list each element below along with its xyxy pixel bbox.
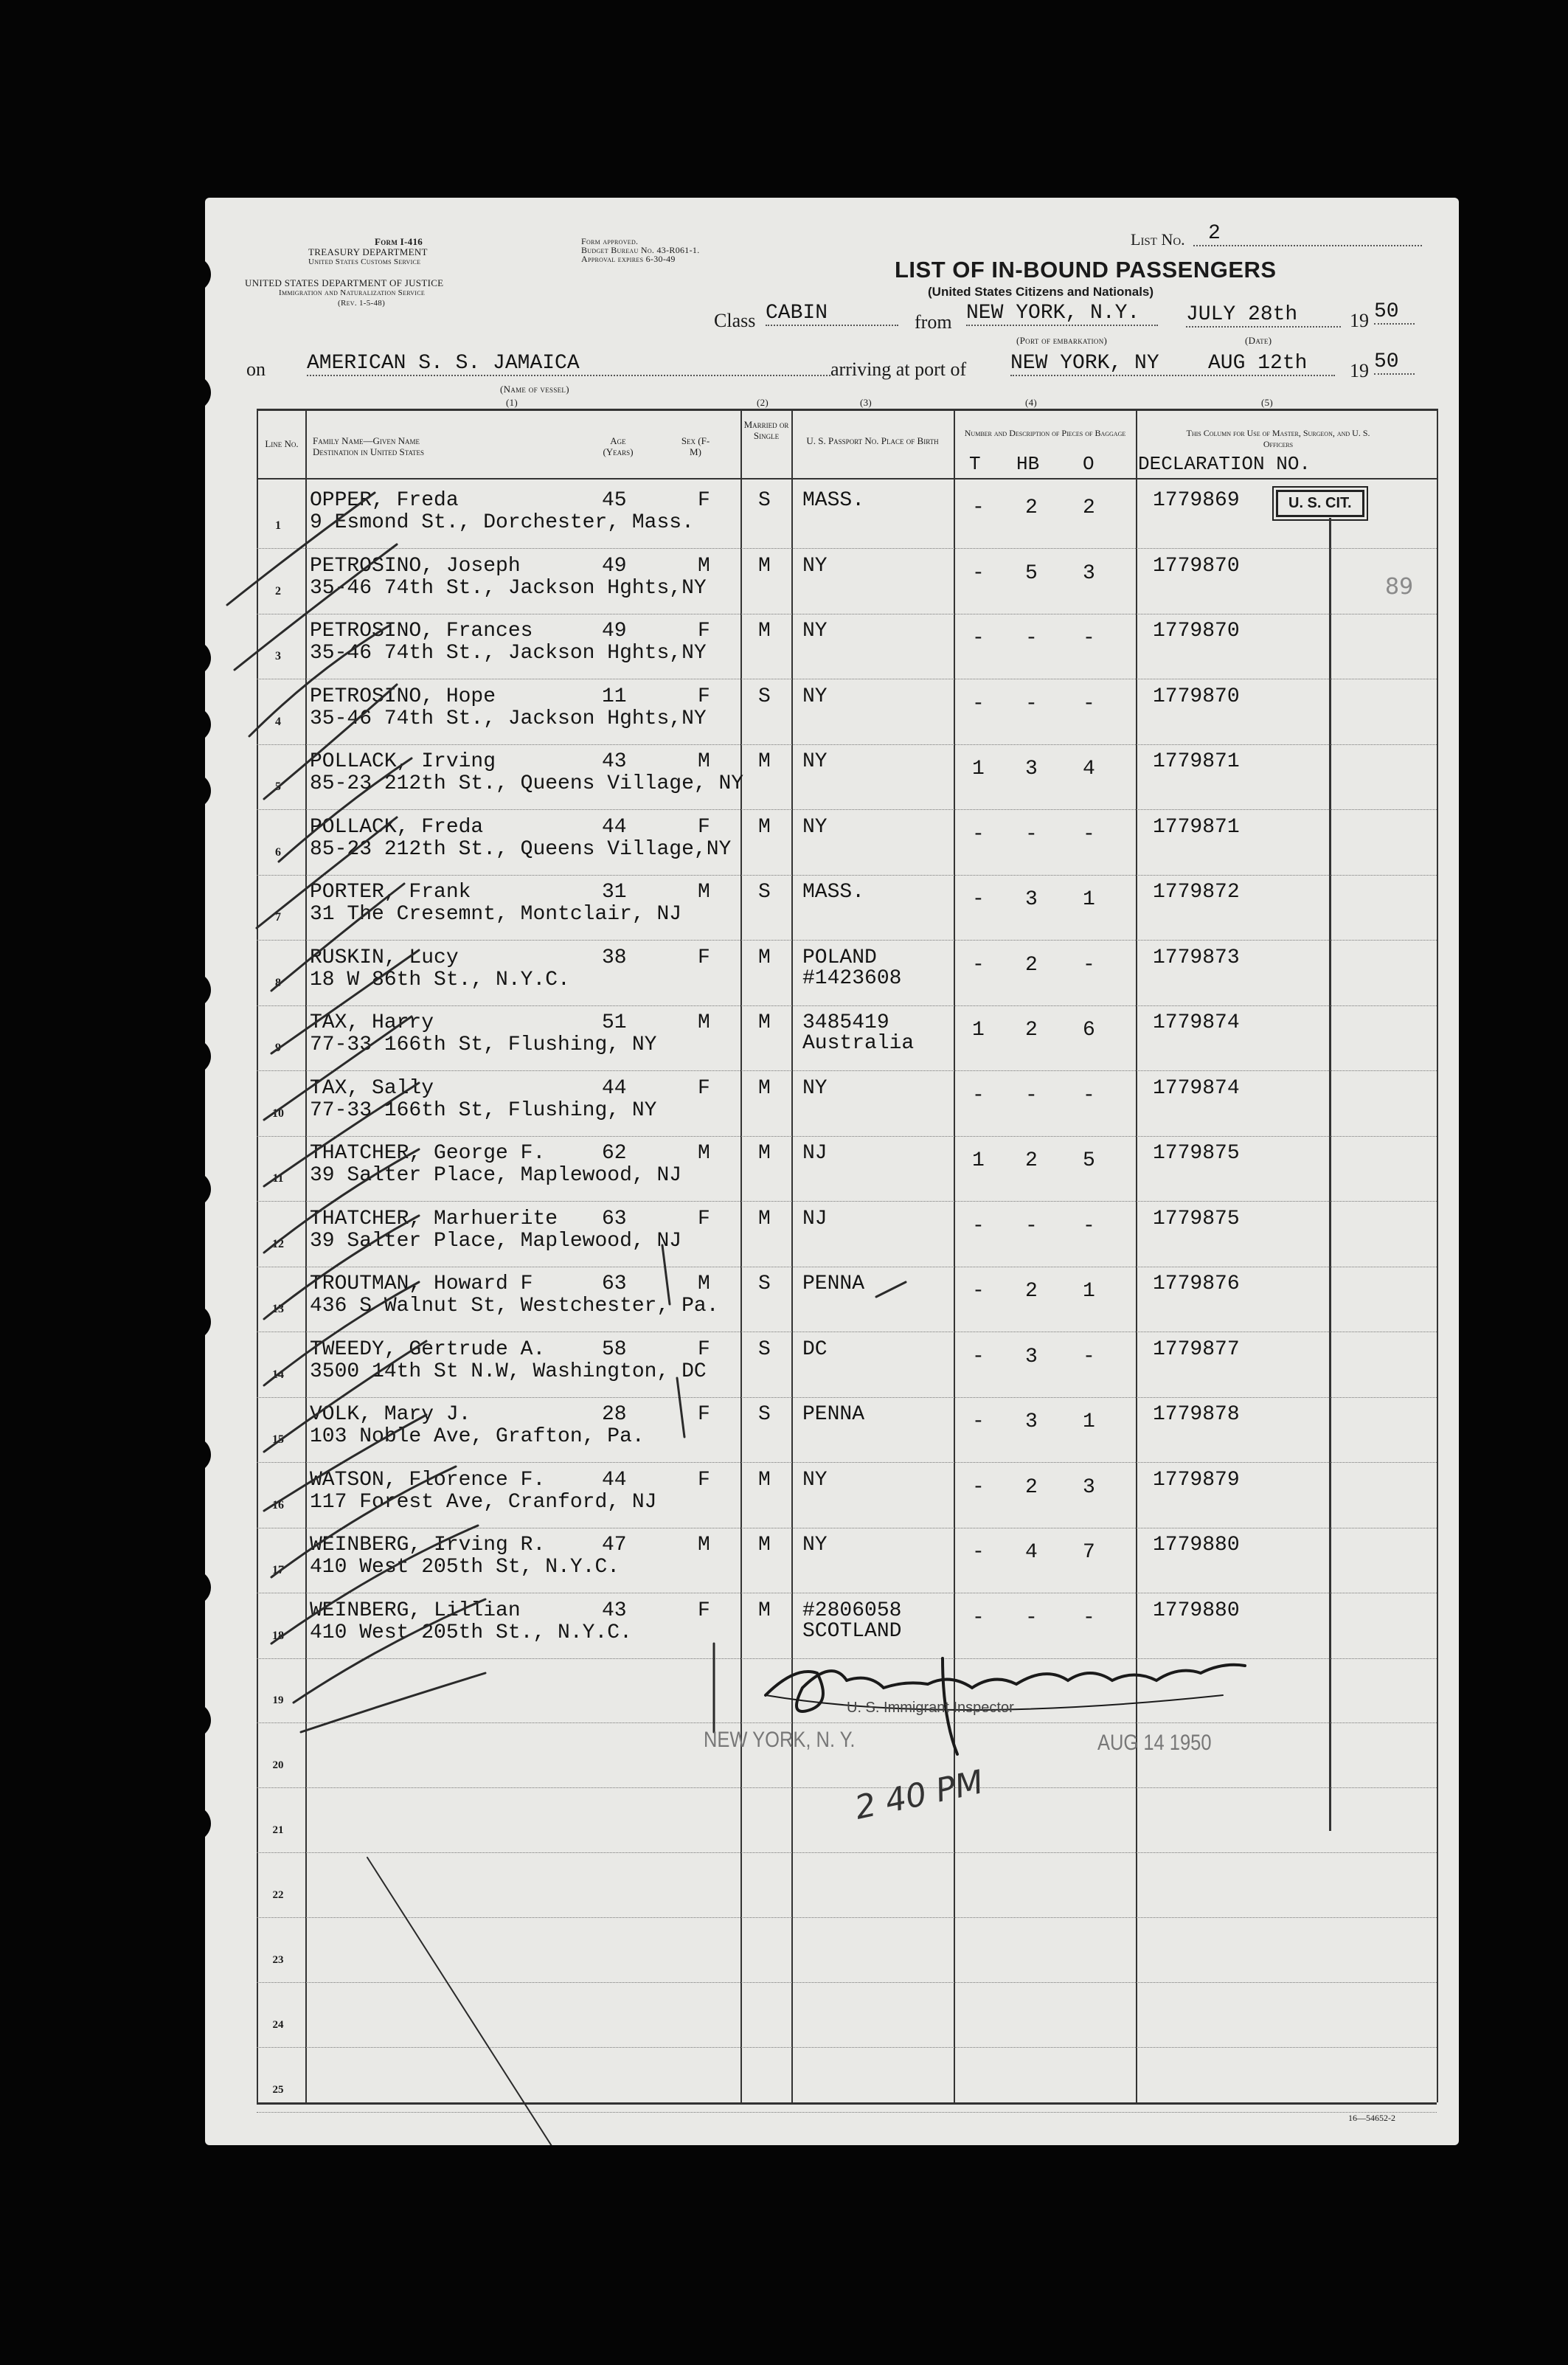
passenger-passport: SCOTLAND	[802, 1620, 902, 1643]
declaration-number: 1779875	[1153, 1208, 1240, 1230]
declaration-number: 1779876	[1153, 1272, 1240, 1295]
passenger-birthplace: NY	[802, 555, 828, 578]
passenger-age: 11	[602, 685, 627, 708]
passenger-marital-status: S	[758, 1338, 771, 1361]
arrival-date: AUG 12th	[1208, 352, 1308, 375]
check-mark	[264, 1341, 426, 1452]
stamp-time: 2 40 PM	[851, 1763, 987, 1827]
passenger-name: POLLACK, Irving	[310, 750, 496, 773]
from-port: NEW YORK, N.Y.	[966, 302, 1158, 326]
baggage-other: 6	[1083, 1019, 1095, 1042]
check-mark	[264, 1149, 419, 1253]
passenger-sex: F	[698, 1338, 710, 1361]
passenger-birthplace: MASS.	[802, 489, 865, 512]
baggage-hand-bags: -	[1025, 627, 1038, 650]
passenger-destination: 31 The Cresemnt, Montclair, NJ	[310, 903, 682, 926]
stamp-place: NEW YORK, N. Y.	[704, 1728, 856, 1752]
passenger-destination: 9 Esmond St., Dorchester, Mass.	[310, 511, 694, 534]
passenger-age: 63	[602, 1208, 627, 1230]
header-name: Family Name—Given Name	[313, 435, 420, 446]
check-mark	[279, 758, 412, 862]
passenger-passport: Australia	[802, 1032, 915, 1055]
passenger-name: WATSON, Florence F.	[310, 1469, 546, 1492]
passenger-age: 44	[602, 816, 627, 839]
passenger-destination: 85-23 212th St., Queens Village,NY	[310, 838, 732, 861]
passenger-sex: M	[698, 881, 710, 904]
line-number: 10	[272, 1107, 284, 1120]
stamp-date: AUG 14 1950	[1097, 1731, 1212, 1755]
baggage-trunks: -	[972, 693, 985, 716]
baggage-hand-bags: 2	[1025, 1149, 1038, 1172]
page-title: LIST OF IN-BOUND PASSENGERS	[895, 257, 1277, 283]
passenger-birthplace: NJ	[802, 1208, 828, 1230]
declaration-number: 1779880	[1153, 1599, 1240, 1622]
check-marks	[205, 198, 1459, 2145]
baggage-hand-bags: 3	[1025, 758, 1038, 780]
baggage-trunks: -	[972, 1215, 985, 1238]
passenger-passport: #1423608	[802, 967, 902, 990]
passenger-sex: F	[698, 1077, 710, 1100]
from-year: 50	[1374, 301, 1415, 325]
baggage-trunks: -	[972, 823, 985, 846]
declaration-number: 1779870	[1153, 620, 1240, 643]
declaration-number: 1779872	[1153, 881, 1240, 904]
header-married-single: Married or Single	[743, 419, 789, 441]
baggage-other: 2	[1083, 496, 1095, 519]
baggage-hand-bags: 2	[1025, 954, 1038, 977]
passenger-name: PORTER, Frank	[310, 881, 471, 904]
baggage-hand-bags: 3	[1025, 1410, 1038, 1433]
passenger-destination: 117 Forest Ave, Cranford, NJ	[310, 1491, 657, 1514]
baggage-hand-bags: 2	[1025, 496, 1038, 519]
passenger-sex: F	[698, 1599, 710, 1622]
passenger-name: RUSKIN, Lucy	[310, 946, 459, 969]
header-baggage-t: T	[969, 453, 981, 475]
baggage-other: -	[1083, 1346, 1095, 1368]
passenger-destination: 39 Salter Place, Maplewood, NJ	[310, 1164, 682, 1187]
dept-justice: UNITED STATES DEPARTMENT OF JUSTICE	[245, 277, 444, 288]
declaration-number: 1779874	[1153, 1011, 1240, 1034]
declaration-number: 1779870	[1153, 685, 1240, 708]
passenger-age: 51	[602, 1011, 627, 1034]
passenger-marital-status: S	[758, 489, 771, 512]
form-number: Form I-416	[375, 236, 423, 247]
declaration-number: 1779873	[1153, 946, 1240, 969]
passenger-marital-status: M	[758, 750, 771, 773]
baggage-other: 7	[1083, 1541, 1095, 1564]
baggage-other: 3	[1083, 1476, 1095, 1499]
passenger-name: WEINBERG, Irving R.	[310, 1534, 546, 1557]
passenger-name: PETROSINO, Joseph	[310, 555, 521, 578]
page-subtitle: (United States Citizens and Nationals)	[928, 285, 1154, 299]
passenger-marital-status: M	[758, 1469, 771, 1492]
passenger-marital-status: M	[758, 1142, 771, 1165]
approval-expires: Approval expires 6-30-49	[581, 254, 676, 264]
date-caption: (Date)	[1245, 335, 1272, 346]
cancel-line	[367, 1857, 655, 2145]
baggage-hand-bags: 5	[1025, 562, 1038, 585]
passenger-age: 38	[602, 946, 627, 969]
arrival-port: NEW YORK, NY	[1010, 353, 1335, 376]
passenger-sex: M	[698, 750, 710, 773]
passenger-marital-status: S	[758, 1403, 771, 1426]
arriving-label: arriving at port of	[830, 359, 967, 380]
passenger-destination: 85-23 212th St., Queens Village, NY	[310, 772, 744, 795]
passenger-birthplace: PENNA	[802, 1403, 865, 1426]
arrival-year: 50	[1374, 351, 1415, 375]
port-caption: (Port of embarkation)	[1016, 335, 1108, 346]
print-code: 16—54652-2	[1348, 2113, 1395, 2123]
header-line-no: Line No.	[265, 438, 299, 449]
baggage-trunks: -	[972, 1084, 985, 1107]
baggage-trunks: -	[972, 1280, 985, 1303]
check-mark	[264, 1282, 419, 1385]
header-destination: Destination in United States	[313, 446, 425, 457]
check-mark	[271, 1467, 456, 1577]
passenger-birthplace: 3485419	[802, 1011, 889, 1034]
passenger-marital-status: S	[758, 685, 771, 708]
passenger-sex: F	[698, 620, 710, 643]
passenger-marital-status: M	[758, 1208, 771, 1230]
list-no-label: List No.	[1131, 230, 1185, 249]
passenger-name: TAX, Harry	[310, 1011, 434, 1034]
passenger-birthplace: NY	[802, 1077, 828, 1100]
arrival-year-prefix: 19	[1350, 360, 1369, 381]
passenger-name: TROUTMAN, Howard F	[310, 1272, 533, 1295]
check-mark	[227, 493, 375, 605]
check-mark	[294, 1599, 485, 1703]
vessel-name: AMERICAN S. S. JAMAICA	[307, 353, 830, 376]
baggage-trunks: 1	[972, 1019, 985, 1042]
passenger-name: POLLACK, Freda	[310, 816, 484, 839]
baggage-other: 1	[1083, 1280, 1095, 1303]
header-declaration: DECLARATION NO.	[1138, 453, 1311, 475]
line-number: 23	[272, 1954, 284, 1966]
col-number-1: (1)	[506, 397, 518, 408]
baggage-trunks: -	[972, 496, 985, 519]
passenger-marital-status: M	[758, 946, 771, 969]
passenger-destination: 3500 14th St N.W, Washington, DC	[310, 1360, 707, 1383]
baggage-other: -	[1083, 627, 1095, 650]
passenger-destination: 410 West 205th St, N.Y.C.	[310, 1556, 620, 1579]
baggage-hand-bags: -	[1025, 1607, 1038, 1630]
check-mark	[271, 950, 419, 1053]
passenger-birthplace: NY	[802, 620, 828, 643]
header-age: Age (Years)	[603, 435, 634, 457]
baggage-trunks: 1	[972, 1149, 985, 1172]
passenger-age: 45	[602, 489, 627, 512]
passenger-sex: F	[698, 685, 710, 708]
baggage-hand-bags: 4	[1025, 1541, 1038, 1564]
passenger-birthplace: DC	[802, 1338, 828, 1361]
baggage-hand-bags: -	[1025, 823, 1038, 846]
baggage-hand-bags: 2	[1025, 1019, 1038, 1042]
line-number: 8	[275, 977, 281, 989]
passenger-marital-status: M	[758, 1077, 771, 1100]
passenger-destination: 436 S Walnut St, Westchester, Pa.	[310, 1295, 719, 1317]
passenger-destination: 103 Noble Ave, Grafton, Pa.	[310, 1425, 645, 1448]
baggage-trunks: 1	[972, 758, 985, 780]
baggage-other: 4	[1083, 758, 1095, 780]
baggage-hand-bags: -	[1025, 1215, 1038, 1238]
passenger-sex: M	[698, 1272, 710, 1295]
passenger-age: 43	[602, 1599, 627, 1622]
passenger-sex: M	[698, 1142, 710, 1165]
baggage-trunks: -	[972, 1476, 985, 1499]
line-number: 22	[272, 1889, 284, 1901]
baggage-hand-bags: 2	[1025, 1476, 1038, 1499]
line-number: 7	[275, 911, 281, 924]
passenger-destination: 77-33 166th St, Flushing, NY	[310, 1033, 657, 1056]
line-number: 19	[272, 1694, 284, 1706]
passenger-age: 62	[602, 1142, 627, 1165]
passenger-birthplace: NY	[802, 750, 828, 773]
passenger-destination: 35-46 74th St., Jackson Hghts,NY	[310, 642, 707, 665]
passenger-marital-status: M	[758, 1599, 771, 1622]
passenger-marital-status: M	[758, 816, 771, 839]
col-number-2: (2)	[757, 397, 769, 408]
line-number: 6	[275, 846, 281, 859]
baggage-trunks: -	[972, 1541, 985, 1564]
vessel-caption: (Name of vessel)	[500, 384, 569, 395]
baggage-hand-bags: 3	[1025, 1346, 1038, 1368]
form-revision: (Rev. 1-5-48)	[338, 299, 386, 308]
passenger-sex: M	[698, 555, 710, 578]
baggage-other: 1	[1083, 888, 1095, 911]
passenger-sex: F	[698, 816, 710, 839]
passenger-sex: F	[698, 1403, 710, 1426]
line-number: 1	[275, 519, 281, 532]
passenger-name: OPPER, Freda	[310, 489, 459, 512]
passenger-name: WEINBERG, Lillian	[310, 1599, 521, 1622]
passenger-age: 31	[602, 881, 627, 904]
passenger-name: THATCHER, George F.	[310, 1142, 546, 1165]
passenger-age: 63	[602, 1272, 627, 1295]
from-date: JULY 28th	[1186, 304, 1341, 328]
margin-note: 89	[1385, 574, 1414, 600]
baggage-other: -	[1083, 954, 1095, 977]
baggage-hand-bags: -	[1025, 1084, 1038, 1107]
line-number: 16	[272, 1499, 284, 1512]
line-number: 2	[275, 585, 281, 598]
baggage-other: -	[1083, 1215, 1095, 1238]
passenger-birthplace: NY	[802, 1534, 828, 1557]
check-mark	[264, 1017, 412, 1120]
passenger-name: THATCHER, Marhuerite	[310, 1208, 558, 1230]
class-label: Class	[714, 310, 756, 331]
check-mark	[264, 1415, 426, 1511]
from-year-prefix: 19	[1350, 310, 1369, 331]
passenger-name: PETROSINO, Hope	[310, 685, 496, 708]
budget-bureau: Budget Bureau No. 43-R061-1.	[581, 245, 700, 255]
check-mark	[257, 817, 397, 928]
check-mark	[264, 1083, 419, 1186]
line-number: 24	[272, 2019, 284, 2031]
passenger-birthplace: #2806058	[802, 1599, 902, 1622]
passenger-birthplace: POLAND	[802, 946, 877, 969]
passenger-sex: F	[698, 1469, 710, 1492]
baggage-trunks: -	[972, 1607, 985, 1630]
passenger-destination: 39 Salter Place, Maplewood, NJ	[310, 1230, 682, 1253]
on-label: on	[246, 359, 266, 380]
passenger-age: 49	[602, 555, 627, 578]
col-number-4: (4)	[1025, 397, 1038, 408]
line-number: 18	[272, 1630, 284, 1642]
col-number-5: (5)	[1261, 397, 1274, 408]
passenger-age: 47	[602, 1534, 627, 1557]
passenger-age: 49	[602, 620, 627, 643]
passenger-age: 44	[602, 1469, 627, 1492]
header-baggage-hb: HB	[1016, 453, 1040, 475]
line-number: 9	[275, 1042, 281, 1054]
passenger-age: 28	[602, 1403, 627, 1426]
baggage-hand-bags: -	[1025, 693, 1038, 716]
header-baggage-o: O	[1083, 453, 1095, 475]
line-number: 14	[272, 1368, 284, 1381]
dept-treasury: TREASURY DEPARTMENT	[308, 246, 428, 257]
line-number: 20	[272, 1759, 284, 1771]
baggage-other: 3	[1083, 562, 1095, 585]
passenger-marital-status: S	[758, 881, 771, 904]
passenger-birthplace: NJ	[802, 1142, 828, 1165]
baggage-trunks: -	[972, 1346, 985, 1368]
baggage-trunks: -	[972, 562, 985, 585]
declaration-number: 1779875	[1153, 1142, 1240, 1165]
passenger-name: PETROSINO, Frances	[310, 620, 533, 643]
line-number: 3	[275, 650, 281, 662]
line-number: 13	[272, 1303, 284, 1315]
line-number: 11	[272, 1172, 284, 1185]
passenger-name: VOLK, Mary J.	[310, 1403, 471, 1426]
baggage-trunks: -	[972, 627, 985, 650]
passenger-age: 44	[602, 1077, 627, 1100]
passenger-sex: F	[698, 489, 710, 512]
dept-immigration: Immigration and Naturalization Service	[279, 288, 426, 297]
passenger-marital-status: M	[758, 620, 771, 643]
passenger-sex: M	[698, 1534, 710, 1557]
baggage-other: -	[1083, 823, 1095, 846]
baggage-other: -	[1083, 1607, 1095, 1630]
baggage-trunks: -	[972, 954, 985, 977]
header-sex: Sex (F-M)	[681, 435, 710, 457]
passenger-destination: 77-33 166th St, Flushing, NY	[310, 1099, 657, 1122]
declaration-number: 1779871	[1153, 750, 1240, 773]
citizen-stamp: U. S. CIT.	[1276, 490, 1364, 517]
passenger-name: TWEEDY, Gertrude A.	[310, 1338, 546, 1361]
passenger-sex: M	[698, 1011, 710, 1034]
baggage-other: -	[1083, 693, 1095, 716]
declaration-number: 1779874	[1153, 1077, 1240, 1100]
line-number: 15	[272, 1433, 284, 1446]
declaration-number: 1779869	[1153, 489, 1240, 512]
baggage-trunks: -	[972, 888, 985, 911]
passenger-sex: F	[698, 1208, 710, 1230]
passenger-birthplace: NY	[802, 1469, 828, 1492]
baggage-other: -	[1083, 1084, 1095, 1107]
passenger-destination: 410 West 205th St., N.Y.C.	[310, 1621, 632, 1644]
passenger-marital-status: S	[758, 1272, 771, 1295]
declaration-number: 1779879	[1153, 1469, 1240, 1492]
line-number: 25	[272, 2084, 284, 2096]
col-number-3: (3)	[860, 397, 873, 408]
baggage-other: 5	[1083, 1149, 1095, 1172]
line-number: 5	[275, 780, 281, 793]
passenger-sex: F	[698, 946, 710, 969]
declaration-number: 1779870	[1153, 555, 1240, 578]
passenger-marital-status: M	[758, 1534, 771, 1557]
baggage-trunks: -	[972, 1410, 985, 1433]
check-mark	[271, 1526, 478, 1644]
passenger-destination: 35-46 74th St., Jackson Hghts,NY	[310, 577, 707, 600]
baggage-hand-bags: 3	[1025, 888, 1038, 911]
class-value: CABIN	[766, 302, 898, 326]
passenger-birthplace: NY	[802, 685, 828, 708]
declaration-number: 1779871	[1153, 816, 1240, 839]
from-label: from	[915, 311, 952, 333]
passenger-marital-status: M	[758, 1011, 771, 1034]
baggage-other: 1	[1083, 1410, 1095, 1433]
line-number: 4	[275, 716, 281, 728]
passenger-birthplace: PENNA	[802, 1272, 865, 1295]
check-mark	[264, 1216, 419, 1319]
passenger-age: 58	[602, 1338, 627, 1361]
passenger-marital-status: M	[758, 555, 771, 578]
inspector-label: U. S. Immigrant Inspector	[847, 1700, 1014, 1716]
header-official-use: This Column for Use of Master, Surgeon, and U. S. Officers	[1186, 428, 1370, 449]
check-mark	[235, 544, 397, 670]
line-number: 21	[272, 1824, 284, 1836]
passenger-age: 43	[602, 750, 627, 773]
passenger-destination: 18 W 86th St., N.Y.C.	[310, 969, 570, 991]
declaration-number: 1779878	[1153, 1403, 1240, 1426]
header-passport: U. S. Passport No. Place of Birth	[806, 435, 939, 446]
dept-customs: United States Customs Service	[308, 257, 421, 266]
line-number: 12	[272, 1238, 284, 1250]
passenger-birthplace: NY	[802, 816, 828, 839]
baggage-hand-bags: 2	[1025, 1280, 1038, 1303]
header-baggage: Number and Description of Pieces of Baggage	[964, 428, 1126, 438]
declaration-number: 1779880	[1153, 1534, 1240, 1557]
manifest-page	[205, 198, 1459, 2145]
passenger-birthplace: MASS.	[802, 881, 865, 904]
passenger-name: TAX, Sally	[310, 1077, 434, 1100]
declaration-number: 1779877	[1153, 1338, 1240, 1361]
line-number: 17	[272, 1564, 284, 1576]
check-mark	[301, 1673, 485, 1732]
passenger-destination: 35-46 74th St., Jackson Hghts,NY	[310, 707, 707, 730]
list-no-value: 2	[1193, 223, 1422, 246]
form-approved: Form approved.	[581, 236, 639, 246]
